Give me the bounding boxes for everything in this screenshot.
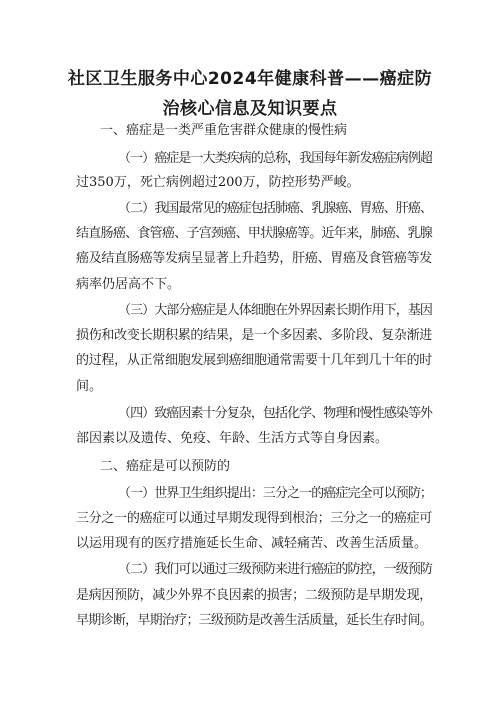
paragraph-line: （一）癌症是一大类疾病的总称，我国每年新发癌症病例超 bbox=[118, 151, 433, 166]
paragraph-line: 是病因预防，减少外界不良因素的损害；二级预防是早期发现， bbox=[76, 588, 433, 603]
paragraph-line: 病率仍居高不下。 bbox=[76, 277, 181, 292]
paragraph-line: 三分之一的癌症可以通过早期发现得到根治；三分之一的癌症可 bbox=[76, 511, 433, 526]
paragraph-line: 过350万，死亡病例超过200万，防控形势严峻。 bbox=[76, 175, 360, 190]
paragraph-line: 癌及结直肠癌等发病呈显著上升趋势，肝癌、胃癌及食管癌等发 bbox=[76, 251, 433, 266]
paragraph-line: （二）我们可以通过三级预防来进行癌症的防控，一级预防 bbox=[118, 562, 433, 577]
document-title-line-2: 治核心信息及知识要点 bbox=[162, 99, 338, 119]
paragraph-line: 结直肠癌、食管癌、子宫颈癌、甲状腺癌等。近年来，肺癌、乳腺 bbox=[76, 226, 433, 241]
paragraph-line: （三）大部分癌症是人体细胞在外界因素长期作用下，基因 bbox=[118, 303, 433, 318]
section-2-heading: 二、癌症是可以预防的 bbox=[100, 459, 231, 474]
paragraph-line: （四）致癌因素十分复杂，包括化学、物理和慢性感染等外 bbox=[118, 406, 433, 421]
section-1-heading: 一、癌症是一类严重危害群众健康的慢性病 bbox=[100, 123, 348, 138]
document-title-line-1: 社区卫生服务中心2024年健康科普——癌症防 bbox=[67, 69, 433, 89]
paragraph-line: 间。 bbox=[76, 379, 103, 394]
paragraph-line: 的过程，从正常细胞发展到癌细胞通常需要十几年到几十年的时 bbox=[76, 353, 433, 368]
paragraph-line: 部因素以及遗传、免疫、年龄、生活方式等自身因素。 bbox=[76, 431, 389, 446]
paragraph-line: （一）世界卫生组织提出：三分之一的癌症完全可以预防； bbox=[118, 486, 433, 501]
paragraph-line: 早期诊断，早期治疗；三级预防是改善生活质量，延长生存时间。 bbox=[76, 613, 433, 628]
paragraph-line: （二）我国最常见的癌症包括肺癌、乳腺癌、胃癌、肝癌、 bbox=[118, 201, 433, 216]
paragraph-line: 以运用现有的医疗措施延长生命、减轻痛苦、改善生活质量。 bbox=[76, 536, 428, 551]
paragraph-line: 损伤和改变长期积累的结果，是一个多因素、多阶段、复杂渐进 bbox=[76, 328, 433, 343]
